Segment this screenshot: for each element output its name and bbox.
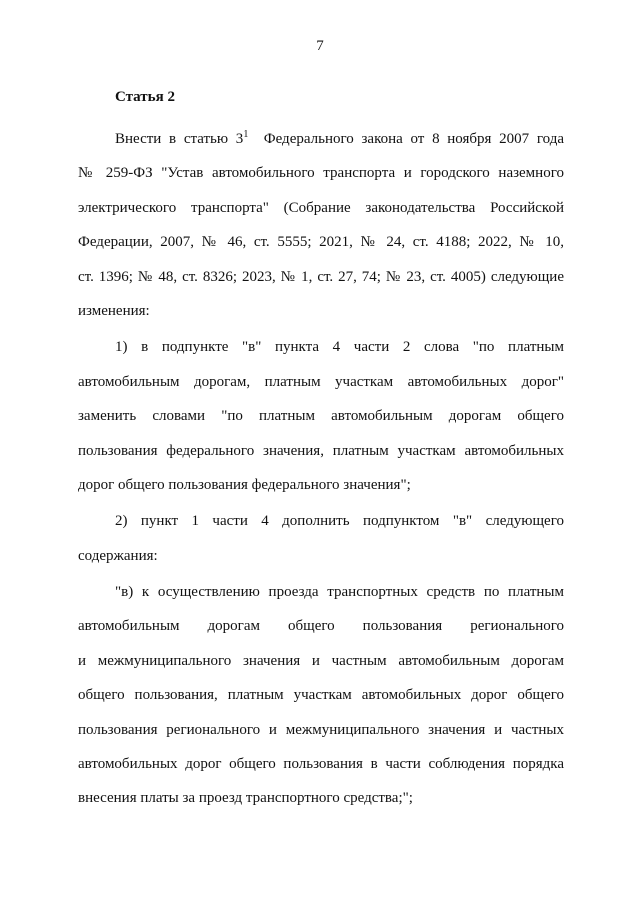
paragraph-item-2 [78, 504, 564, 573]
text-line: 1) в подпункте "в" пункта 4 части 2 слова "по платным [115, 339, 564, 356]
paragraph-intro [78, 122, 564, 328]
text-line: автомобильным дорогам общего пользования регионального [78, 618, 564, 635]
article-heading: Статья 2 [115, 89, 175, 105]
text-line: дорог общего пользования федерального значения"; [78, 476, 411, 493]
superscript: 1 [243, 129, 249, 140]
text-line: пользования регионального и межмуниципального значения и частных [78, 721, 564, 738]
text-line: "в) к осуществлению проезда транспортных средств по платным [115, 584, 564, 601]
text-line: автомобильных дорог общего пользования в части соблюдения порядка [78, 756, 564, 773]
page-number: 7 [316, 38, 324, 54]
text-line: внесения платы за проезд транспортного средства;"; [78, 790, 413, 807]
text-line: № 259-ФЗ "Устав автомобильного транспорта и городского наземного [78, 165, 564, 182]
text-line-end: Федерального закона от 8 ноября 2007 года [263, 131, 565, 147]
text-line: общего пользования, платным участкам автомобильных дорог общего [78, 687, 564, 704]
document-body [78, 80, 564, 816]
text-line: электрического транспорта" (Собрание законодательства Российской [78, 199, 564, 216]
text-line [78, 122, 564, 156]
text-line: пользования федерального значения, платным участкам автомобильных [78, 442, 564, 459]
text-line-start: Внести в статью 3 [115, 131, 244, 147]
paragraph-item-1 [78, 330, 564, 502]
paragraph-subitem-v [78, 575, 564, 816]
text-line: заменить словами "по платным автомобильным дорогам общего [78, 408, 564, 425]
text-line: Федерации, 2007, № 46, ст. 5555; 2021, № 24, ст. 4188; 2022, № 10, [78, 234, 564, 251]
text-line: содержания: [78, 547, 158, 564]
text-line: 2) пункт 1 части 4 дополнить подпунктом "в" следующего [115, 513, 564, 530]
text-line: ст. 1396; № 48, ст. 8326; 2023, № 1, ст. 27, 74; № 23, ст. 4005) следующие [78, 268, 564, 285]
text-line: изменения: [78, 302, 150, 319]
text-line: автомобильным дорогам, платным участкам автомобильных дорог" [78, 373, 564, 390]
text-line: и межмуниципального значения и частным автомобильным дорогам [78, 652, 564, 669]
